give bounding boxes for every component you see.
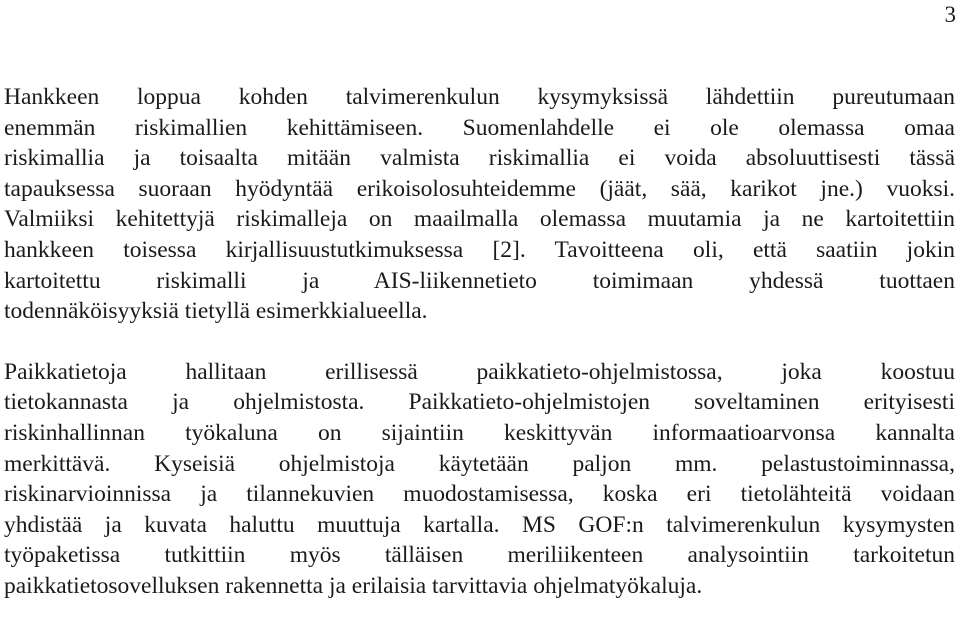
paragraph-risk-models bbox=[4, 82, 955, 327]
text-line: riskinhallinnan työkaluna on sijaintiin keskittyvän informaatioarvonsa kannalta bbox=[4, 419, 955, 446]
text-line: tapauksessa suoraan hyödyntää erikoisolosuhteidemme (jäät, sää, karikot jne.) vuoksi. bbox=[4, 175, 955, 202]
text-line: Paikkatietoja hallitaan erillisessä paikkatieto-ohjelmistossa, joka koostuu bbox=[4, 358, 955, 385]
text-line: yhdistää ja kuvata haluttu muuttuja kartalla. MS GOF:n talvimerenkulun kysymysten bbox=[4, 511, 955, 538]
text-line: kartoitettu riskimalli ja AIS-liikennetieto toimimaan yhdessä tuottaen bbox=[4, 267, 955, 294]
paragraph-gap bbox=[4, 327, 955, 357]
text-line: Valmiiksi kehitettyjä riskimalleja on maailmalla olemassa muutamia ja ne kartoitettiin bbox=[4, 206, 955, 233]
text-line: hankkeen toisessa kirjallisuustutkimuksessa [2]. Tavoitteena oli, että saatiin jokin bbox=[4, 236, 955, 263]
text-line: riskinarvioinnissa ja tilannekuvien muodostamisessa, koska eri tietolähteitä voidaan bbox=[4, 481, 955, 508]
text-line: paikkatietosovelluksen rakennetta ja erilaisia tarvittavia ohjelmatyökaluja. bbox=[4, 572, 703, 599]
text-line: merkittävä. Kyseisiä ohjelmistoja käytetään paljon mm. pelastustoiminnassa, bbox=[4, 450, 955, 477]
text-line: enemmän riskimallien kehittämiseen. Suomenlahdelle ei ole olemassa omaa bbox=[4, 114, 955, 141]
text-line: työpaketissa tutkittiin myös tälläisen meriliikenteen analysointiin tarkoitetun bbox=[4, 542, 955, 569]
text-line: riskimallia ja toisaalta mitään valmista riskimallia ei voida absoluuttisesti tässä bbox=[4, 145, 955, 172]
paragraph-gis-software bbox=[4, 357, 955, 602]
text-line: Hankkeen loppua kohden talvimerenkulun kysymyksissä lähdettiin pureutumaan bbox=[4, 84, 955, 110]
page-body bbox=[4, 82, 955, 602]
text-line: todennäköisyyksiä tietyllä esimerkkialueella. bbox=[4, 298, 428, 325]
page-number: 3 bbox=[944, 2, 956, 27]
text-line: tietokannasta ja ohjelmistosta. Paikkatieto-ohjelmistojen soveltaminen erityisesti bbox=[4, 389, 955, 416]
